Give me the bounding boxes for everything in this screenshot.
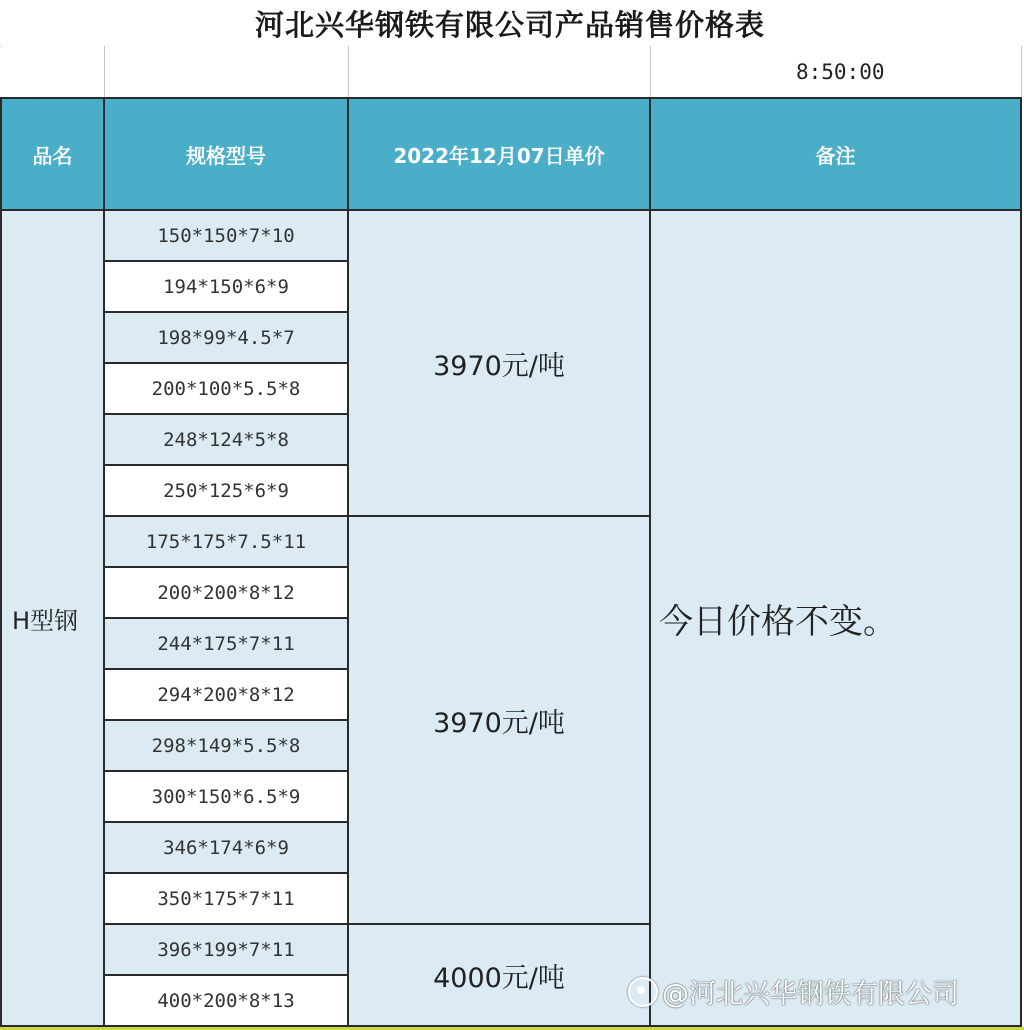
spec-cell: 194*150*6*9 [104, 261, 348, 312]
spec-cell: 200*200*8*12 [104, 567, 348, 618]
time-display: 8:50:00 [650, 46, 1021, 98]
header-spec: 规格型号 [104, 98, 348, 210]
spec-cell: 396*199*7*11 [104, 924, 348, 975]
product-name: H型钢 [1, 210, 104, 1026]
empty-cell [348, 46, 650, 98]
watermark-logo-icon [628, 977, 658, 1007]
spec-cell: 248*124*5*8 [104, 414, 348, 465]
page-title: 河北兴华钢铁有限公司产品销售价格表 [0, 0, 1020, 47]
spec-cell: 298*149*5.5*8 [104, 720, 348, 771]
spec-cell: 198*99*4.5*7 [104, 312, 348, 363]
spec-cell: 150*150*7*10 [104, 210, 348, 261]
price-group-2: 3970元/吨 [348, 516, 650, 924]
spec-cell: 250*125*6*9 [104, 465, 348, 516]
price-table [0, 46, 1022, 1027]
spec-cell: 244*175*7*11 [104, 618, 348, 669]
spec-cell: 346*174*6*9 [104, 822, 348, 873]
spec-cell: 200*100*5.5*8 [104, 363, 348, 414]
header-remark: 备注 [650, 98, 1021, 210]
header-row [1, 98, 1021, 210]
price-group-1: 3970元/吨 [348, 210, 650, 516]
table-row [1, 210, 1021, 261]
price-group-3: 4000元/吨 [348, 924, 650, 1026]
time-row [1, 46, 1021, 98]
watermark-text: @河北兴华钢铁有限公司 [662, 979, 959, 1010]
header-price: 2022年12月07日单价 [348, 98, 650, 210]
remark-cell: 今日价格不变。 [650, 210, 1021, 1026]
spec-cell: 400*200*8*13 [104, 975, 348, 1026]
header-name: 品名 [1, 98, 104, 210]
empty-cell [1, 46, 104, 98]
spec-cell: 294*200*8*12 [104, 669, 348, 720]
watermark [628, 972, 959, 1011]
spec-cell: 175*175*7.5*11 [104, 516, 348, 567]
spec-cell: 300*150*6.5*9 [104, 771, 348, 822]
empty-cell [104, 46, 348, 98]
spec-cell: 350*175*7*11 [104, 873, 348, 924]
